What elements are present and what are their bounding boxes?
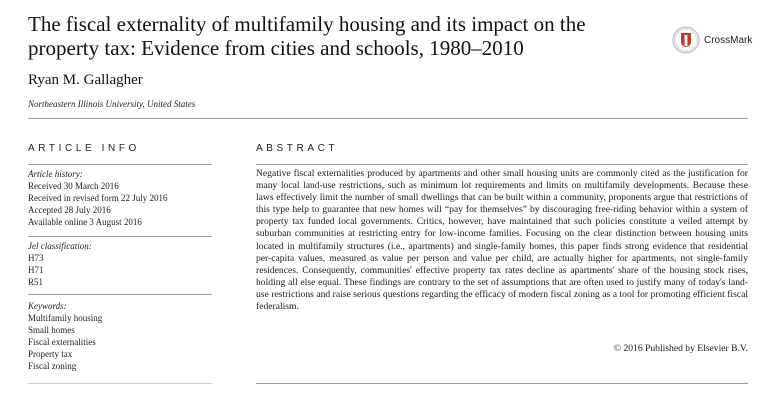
jel-label: Jel classification:	[28, 241, 92, 251]
history-item: Received in revised form 22 July 2016	[28, 193, 168, 203]
header-divider	[28, 118, 748, 119]
jel-code: H71	[28, 265, 44, 275]
history-item: Accepted 28 July 2016	[28, 205, 111, 215]
keyword-item: Property tax	[28, 349, 73, 359]
info-bottom-divider	[28, 383, 212, 384]
history-item: Available online 3 August 2016	[28, 217, 142, 227]
article-title: The fiscal externality of multifamily housing and its impact on the property tax: Evidence from cities and schools, 1980–2010	[28, 12, 586, 60]
author-affiliation: Northeastern Illinois University, United States	[28, 99, 196, 109]
article-history-label: Article history:	[28, 169, 83, 179]
history-divider	[28, 236, 212, 237]
abstract-bottom-divider	[256, 383, 748, 384]
abstract-divider	[256, 164, 748, 165]
keywords	[28, 300, 102, 372]
jel-divider	[28, 294, 212, 295]
crossmark-badge[interactable]	[672, 26, 772, 58]
article-info-divider	[28, 164, 212, 165]
author-name: Ryan M. Gallagher	[28, 72, 143, 88]
keywords-label: Keywords:	[28, 301, 67, 311]
keyword-item: Fiscal externalities	[28, 337, 96, 347]
jel-code: R51	[28, 277, 44, 287]
copyright-notice: © 2016 Published by Elsevier B.V.	[613, 343, 748, 354]
keyword-item: Fiscal zoning	[28, 361, 77, 371]
keyword-item: Small homes	[28, 325, 75, 335]
article-info-heading: ARTICLE INFO	[28, 143, 140, 154]
crossmark-icon	[672, 26, 700, 54]
jel-classification	[28, 240, 92, 288]
crossmark-label: CrossMark	[704, 35, 753, 46]
abstract-text: Negative fiscal externalities produced by apartments and other small housing units are commonly cited as the justification for many local land-use restrictions, such as minimum lot requirements and limits on multifamily developments. Because these laws effectively limit the number of small dwellings that can be built within a community, proponents argue that restrictions of this type help to guarantee that new homes will “pay for themselves” by discouraging free-riding behavior within a system of property tax funded local governments. Critics, however, have maintained that such policies constitute a veiled attempt by suburban communities at restricting entry for low-income families. Focusing on the clear distinction between housing units located in multifamily structures (i.e., apartments) and single-family homes, this paper finds strong evidence that residential per-capita values, measured as value per person and value per child, are actually higher for apartments, not single-family residences. Consequently, communities' effective property tax rates decline as apartments' share of the housing stock rises, holding all else equal. These findings are contrary to the set of assumptions that are often used to justify many of today's land-use restrictions and raise serious questions regarding the efficacy of modern fiscal zoning as a tool for promoting efficient fiscal federalism.	[256, 168, 748, 313]
keyword-item: Multifamily housing	[28, 313, 103, 323]
article-history	[28, 168, 167, 228]
abstract-heading: ABSTRACT	[256, 143, 339, 154]
history-item: Received 30 March 2016	[28, 181, 119, 191]
jel-code: H73	[28, 253, 44, 263]
